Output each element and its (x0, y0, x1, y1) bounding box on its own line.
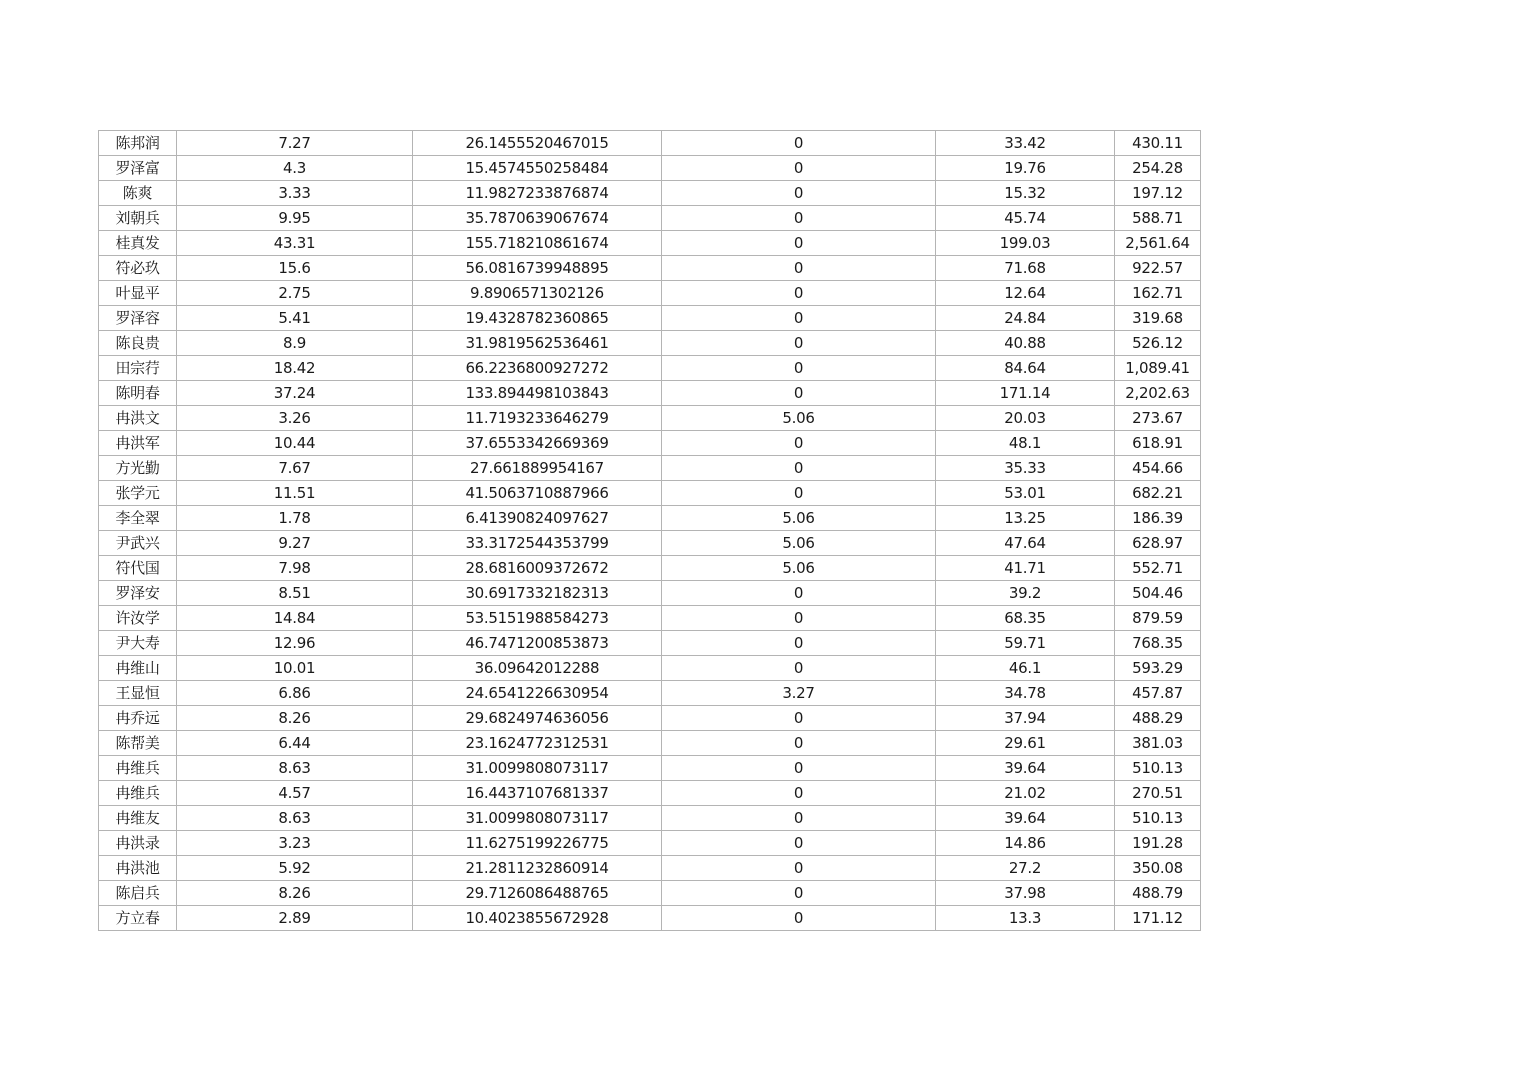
value-cell-4: 39.2 (936, 581, 1115, 606)
name-cell: 许汝学 (99, 606, 177, 631)
total-cell: 381.03 (1115, 731, 1201, 756)
total-cell: 171.12 (1115, 906, 1201, 931)
table-row (99, 606, 1201, 631)
name-cell: 冉洪军 (99, 431, 177, 456)
value-cell-4: 27.2 (936, 856, 1115, 881)
value-cell-3: 0 (662, 431, 936, 456)
value-cell-4: 34.78 (936, 681, 1115, 706)
table-row (99, 881, 1201, 906)
name-cell: 符必玖 (99, 256, 177, 281)
value-cell-1: 1.78 (177, 506, 413, 531)
data-table (98, 130, 1201, 931)
total-cell: 162.71 (1115, 281, 1201, 306)
name-cell: 陈爽 (99, 181, 177, 206)
table-row (99, 406, 1201, 431)
value-cell-1: 7.27 (177, 131, 413, 156)
total-cell: 922.57 (1115, 256, 1201, 281)
table-row (99, 781, 1201, 806)
total-cell: 588.71 (1115, 206, 1201, 231)
value-cell-1: 8.9 (177, 331, 413, 356)
value-cell-3: 0 (662, 481, 936, 506)
value-cell-1: 9.27 (177, 531, 413, 556)
value-cell-2: 21.2811232860914 (413, 856, 662, 881)
value-cell-2: 11.6275199226775 (413, 831, 662, 856)
value-cell-2: 23.1624772312531 (413, 731, 662, 756)
value-cell-1: 10.01 (177, 656, 413, 681)
table-row (99, 906, 1201, 931)
table-row (99, 431, 1201, 456)
value-cell-1: 7.98 (177, 556, 413, 581)
value-cell-4: 45.74 (936, 206, 1115, 231)
value-cell-2: 36.09642012288 (413, 656, 662, 681)
table-row (99, 806, 1201, 831)
table-row (99, 706, 1201, 731)
value-cell-3: 0 (662, 581, 936, 606)
value-cell-4: 13.25 (936, 506, 1115, 531)
value-cell-2: 46.7471200853873 (413, 631, 662, 656)
value-cell-4: 39.64 (936, 756, 1115, 781)
value-cell-2: 53.5151988584273 (413, 606, 662, 631)
name-cell: 陈启兵 (99, 881, 177, 906)
table-row (99, 456, 1201, 481)
table-row (99, 181, 1201, 206)
value-cell-2: 30.6917332182313 (413, 581, 662, 606)
table-row (99, 531, 1201, 556)
value-cell-4: 199.03 (936, 231, 1115, 256)
value-cell-4: 71.68 (936, 256, 1115, 281)
total-cell: 457.87 (1115, 681, 1201, 706)
value-cell-1: 8.63 (177, 756, 413, 781)
value-cell-4: 15.32 (936, 181, 1115, 206)
value-cell-4: 46.1 (936, 656, 1115, 681)
value-cell-4: 37.94 (936, 706, 1115, 731)
total-cell: 350.08 (1115, 856, 1201, 881)
value-cell-4: 40.88 (936, 331, 1115, 356)
name-cell: 田宗荇 (99, 356, 177, 381)
table-row (99, 831, 1201, 856)
table-row (99, 281, 1201, 306)
total-cell: 454.66 (1115, 456, 1201, 481)
value-cell-4: 19.76 (936, 156, 1115, 181)
value-cell-1: 18.42 (177, 356, 413, 381)
value-cell-2: 28.6816009372672 (413, 556, 662, 581)
value-cell-2: 31.9819562536461 (413, 331, 662, 356)
total-cell: 273.67 (1115, 406, 1201, 431)
total-cell: 628.97 (1115, 531, 1201, 556)
value-cell-1: 8.26 (177, 881, 413, 906)
name-cell: 冉洪录 (99, 831, 177, 856)
value-cell-3: 0 (662, 831, 936, 856)
name-cell: 冉洪池 (99, 856, 177, 881)
name-cell: 罗泽容 (99, 306, 177, 331)
total-cell: 319.68 (1115, 306, 1201, 331)
value-cell-2: 133.894498103843 (413, 381, 662, 406)
value-cell-3: 0 (662, 706, 936, 731)
total-cell: 879.59 (1115, 606, 1201, 631)
value-cell-3: 0 (662, 656, 936, 681)
value-cell-2: 26.1455520467015 (413, 131, 662, 156)
value-cell-3: 0 (662, 331, 936, 356)
total-cell: 488.79 (1115, 881, 1201, 906)
value-cell-3: 5.06 (662, 556, 936, 581)
total-cell: 768.35 (1115, 631, 1201, 656)
value-cell-2: 31.0099808073117 (413, 756, 662, 781)
table-row (99, 256, 1201, 281)
value-cell-1: 9.95 (177, 206, 413, 231)
total-cell: 254.28 (1115, 156, 1201, 181)
value-cell-3: 0 (662, 381, 936, 406)
value-cell-1: 6.86 (177, 681, 413, 706)
value-cell-1: 3.33 (177, 181, 413, 206)
value-cell-3: 5.06 (662, 506, 936, 531)
table-row (99, 156, 1201, 181)
value-cell-2: 155.718210861674 (413, 231, 662, 256)
value-cell-3: 3.27 (662, 681, 936, 706)
value-cell-3: 5.06 (662, 531, 936, 556)
value-cell-1: 15.6 (177, 256, 413, 281)
table-body (99, 131, 1201, 931)
name-cell: 冉维兵 (99, 756, 177, 781)
value-cell-3: 0 (662, 181, 936, 206)
name-cell: 桂真发 (99, 231, 177, 256)
name-cell: 尹大寿 (99, 631, 177, 656)
name-cell: 方光勤 (99, 456, 177, 481)
value-cell-1: 5.41 (177, 306, 413, 331)
value-cell-2: 19.4328782360865 (413, 306, 662, 331)
value-cell-4: 48.1 (936, 431, 1115, 456)
value-cell-3: 5.06 (662, 406, 936, 431)
table-row (99, 506, 1201, 531)
name-cell: 王显恒 (99, 681, 177, 706)
name-cell: 张学元 (99, 481, 177, 506)
value-cell-3: 0 (662, 906, 936, 931)
value-cell-4: 37.98 (936, 881, 1115, 906)
table-row (99, 306, 1201, 331)
name-cell: 李全翠 (99, 506, 177, 531)
table-row (99, 331, 1201, 356)
total-cell: 186.39 (1115, 506, 1201, 531)
value-cell-4: 41.71 (936, 556, 1115, 581)
value-cell-2: 31.0099808073117 (413, 806, 662, 831)
value-cell-2: 11.9827233876874 (413, 181, 662, 206)
total-cell: 682.21 (1115, 481, 1201, 506)
name-cell: 冉维兵 (99, 781, 177, 806)
table-row (99, 131, 1201, 156)
table-row (99, 656, 1201, 681)
value-cell-3: 0 (662, 756, 936, 781)
value-cell-4: 53.01 (936, 481, 1115, 506)
value-cell-4: 59.71 (936, 631, 1115, 656)
value-cell-1: 37.24 (177, 381, 413, 406)
value-cell-4: 29.61 (936, 731, 1115, 756)
name-cell: 陈帮美 (99, 731, 177, 756)
total-cell: 191.28 (1115, 831, 1201, 856)
value-cell-4: 13.3 (936, 906, 1115, 931)
name-cell: 陈邦润 (99, 131, 177, 156)
name-cell: 冉乔远 (99, 706, 177, 731)
total-cell: 618.91 (1115, 431, 1201, 456)
value-cell-2: 66.2236800927272 (413, 356, 662, 381)
value-cell-2: 6.41390824097627 (413, 506, 662, 531)
value-cell-2: 37.6553342669369 (413, 431, 662, 456)
table-row (99, 381, 1201, 406)
value-cell-1: 43.31 (177, 231, 413, 256)
total-cell: 270.51 (1115, 781, 1201, 806)
value-cell-1: 8.63 (177, 806, 413, 831)
value-cell-4: 12.64 (936, 281, 1115, 306)
value-cell-2: 33.3172544353799 (413, 531, 662, 556)
value-cell-1: 3.26 (177, 406, 413, 431)
value-cell-4: 68.35 (936, 606, 1115, 631)
value-cell-2: 41.5063710887966 (413, 481, 662, 506)
value-cell-1: 5.92 (177, 856, 413, 881)
name-cell: 方立春 (99, 906, 177, 931)
name-cell: 冉维山 (99, 656, 177, 681)
total-cell: 526.12 (1115, 331, 1201, 356)
value-cell-3: 0 (662, 131, 936, 156)
table-row (99, 231, 1201, 256)
name-cell: 尹武兴 (99, 531, 177, 556)
name-cell: 罗泽安 (99, 581, 177, 606)
value-cell-2: 29.7126086488765 (413, 881, 662, 906)
value-cell-1: 4.57 (177, 781, 413, 806)
value-cell-3: 0 (662, 231, 936, 256)
total-cell: 430.11 (1115, 131, 1201, 156)
total-cell: 593.29 (1115, 656, 1201, 681)
total-cell: 510.13 (1115, 756, 1201, 781)
value-cell-4: 171.14 (936, 381, 1115, 406)
value-cell-4: 35.33 (936, 456, 1115, 481)
value-cell-4: 47.64 (936, 531, 1115, 556)
value-cell-1: 11.51 (177, 481, 413, 506)
value-cell-3: 0 (662, 206, 936, 231)
name-cell: 冉维友 (99, 806, 177, 831)
name-cell: 刘朝兵 (99, 206, 177, 231)
value-cell-2: 24.6541226630954 (413, 681, 662, 706)
total-cell: 504.46 (1115, 581, 1201, 606)
table-row (99, 581, 1201, 606)
table-row (99, 556, 1201, 581)
value-cell-3: 0 (662, 156, 936, 181)
table-row (99, 481, 1201, 506)
value-cell-3: 0 (662, 356, 936, 381)
value-cell-4: 24.84 (936, 306, 1115, 331)
value-cell-1: 2.89 (177, 906, 413, 931)
value-cell-3: 0 (662, 806, 936, 831)
value-cell-2: 10.4023855672928 (413, 906, 662, 931)
name-cell: 符代国 (99, 556, 177, 581)
table-row (99, 681, 1201, 706)
value-cell-3: 0 (662, 281, 936, 306)
value-cell-1: 10.44 (177, 431, 413, 456)
value-cell-3: 0 (662, 856, 936, 881)
value-cell-4: 20.03 (936, 406, 1115, 431)
table-row (99, 856, 1201, 881)
value-cell-1: 3.23 (177, 831, 413, 856)
value-cell-1: 8.51 (177, 581, 413, 606)
total-cell: 197.12 (1115, 181, 1201, 206)
total-cell: 2,561.64 (1115, 231, 1201, 256)
value-cell-3: 0 (662, 631, 936, 656)
value-cell-2: 15.4574550258484 (413, 156, 662, 181)
value-cell-3: 0 (662, 306, 936, 331)
name-cell: 冉洪文 (99, 406, 177, 431)
value-cell-3: 0 (662, 256, 936, 281)
value-cell-3: 0 (662, 731, 936, 756)
value-cell-2: 9.8906571302126 (413, 281, 662, 306)
value-cell-1: 7.67 (177, 456, 413, 481)
value-cell-1: 8.26 (177, 706, 413, 731)
value-cell-1: 14.84 (177, 606, 413, 631)
value-cell-3: 0 (662, 456, 936, 481)
value-cell-3: 0 (662, 881, 936, 906)
value-cell-3: 0 (662, 606, 936, 631)
name-cell: 叶显平 (99, 281, 177, 306)
name-cell: 陈良贵 (99, 331, 177, 356)
value-cell-4: 33.42 (936, 131, 1115, 156)
table-row (99, 731, 1201, 756)
total-cell: 488.29 (1115, 706, 1201, 731)
value-cell-1: 12.96 (177, 631, 413, 656)
value-cell-2: 27.661889954167 (413, 456, 662, 481)
table-row (99, 756, 1201, 781)
total-cell: 552.71 (1115, 556, 1201, 581)
value-cell-2: 56.0816739948895 (413, 256, 662, 281)
value-cell-4: 14.86 (936, 831, 1115, 856)
value-cell-2: 16.4437107681337 (413, 781, 662, 806)
name-cell: 罗泽富 (99, 156, 177, 181)
value-cell-1: 4.3 (177, 156, 413, 181)
table-row (99, 206, 1201, 231)
value-cell-2: 35.7870639067674 (413, 206, 662, 231)
value-cell-4: 39.64 (936, 806, 1115, 831)
name-cell: 陈明春 (99, 381, 177, 406)
value-cell-4: 84.64 (936, 356, 1115, 381)
total-cell: 2,202.63 (1115, 381, 1201, 406)
value-cell-1: 6.44 (177, 731, 413, 756)
value-cell-1: 2.75 (177, 281, 413, 306)
value-cell-2: 11.7193233646279 (413, 406, 662, 431)
total-cell: 510.13 (1115, 806, 1201, 831)
total-cell: 1,089.41 (1115, 356, 1201, 381)
value-cell-2: 29.6824974636056 (413, 706, 662, 731)
value-cell-4: 21.02 (936, 781, 1115, 806)
table-row (99, 631, 1201, 656)
value-cell-3: 0 (662, 781, 936, 806)
table-row (99, 356, 1201, 381)
